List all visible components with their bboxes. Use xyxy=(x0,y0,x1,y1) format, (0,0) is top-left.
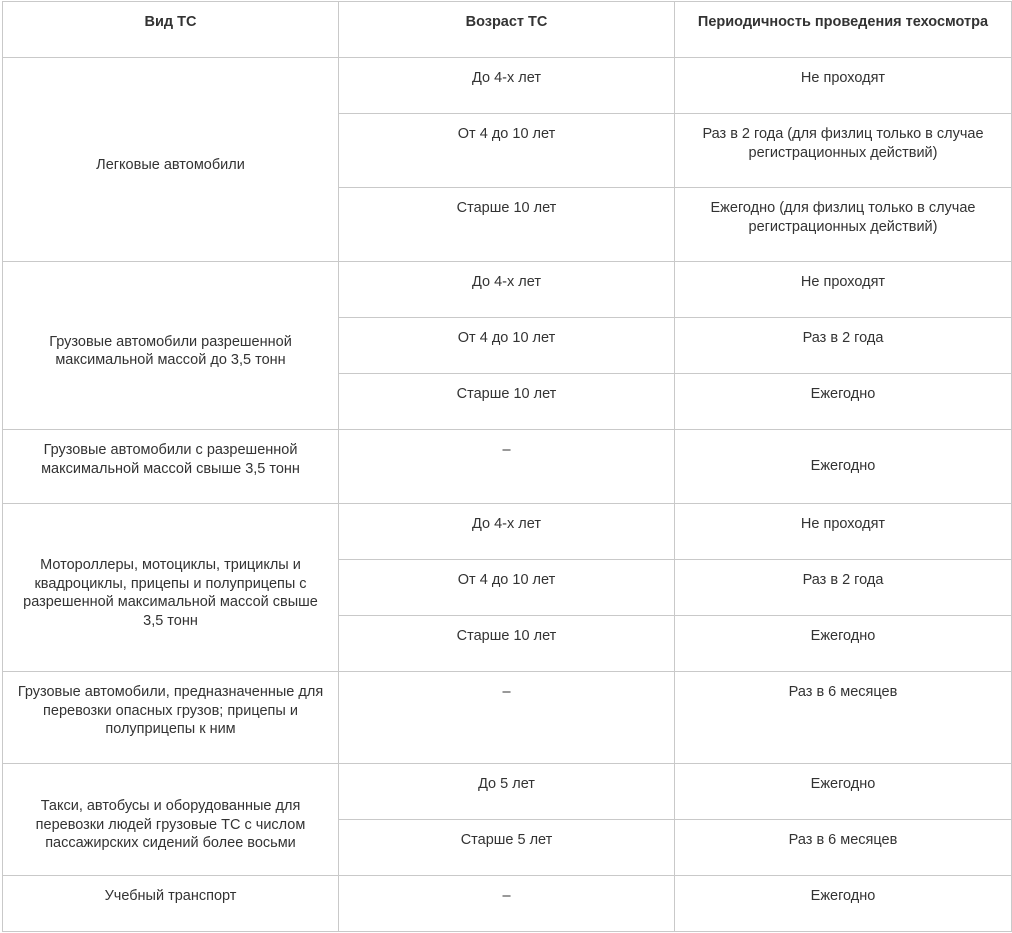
header-vehicle-age: Возраст ТС xyxy=(339,2,675,58)
inspection-period-cell: Ежегодно xyxy=(675,374,1012,430)
inspection-period-cell: Раз в 2 года xyxy=(675,318,1012,374)
vehicle-age-cell: От 4 до 10 лет xyxy=(339,318,675,374)
vehicle-age-cell: От 4 до 10 лет xyxy=(339,114,675,188)
vehicle-age-cell: До 4-х лет xyxy=(339,262,675,318)
vehicle-type-cell: Учебный транспорт xyxy=(3,876,339,932)
header-vehicle-type: Вид ТС xyxy=(3,2,339,58)
vehicle-age-cell: – xyxy=(339,672,675,764)
header-row xyxy=(3,2,1012,58)
vehicle-age-cell: Старше 10 лет xyxy=(339,616,675,672)
header-inspection-period: Периодичность проведения техосмотра xyxy=(675,2,1012,58)
inspection-period-cell: Не проходят xyxy=(675,262,1012,318)
table-row xyxy=(3,504,1012,560)
inspection-period-cell: Ежегодно xyxy=(675,430,1012,504)
vehicle-type-cell: Грузовые автомобили, предназначенные для перевозки опасных грузов; прицепы и полуприцепы к ним xyxy=(3,672,339,764)
vehicle-type-cell: Мотороллеры, мотоциклы, трициклы и квадроциклы, прицепы и полуприцепы с разрешенной максимальной массой свыше 3,5 тонн xyxy=(3,504,339,672)
inspection-period-cell: Раз в 2 года (для физлиц только в случае регистрационных действий) xyxy=(675,114,1012,188)
vehicle-age-cell: До 4-х лет xyxy=(339,58,675,114)
vehicle-age-cell: Старше 5 лет xyxy=(339,820,675,876)
vehicle-type-cell: Такси, автобусы и оборудованные для перевозки людей грузовые ТС с числом пассажирских сидений более восьми xyxy=(3,764,339,876)
inspection-period-cell: Не проходят xyxy=(675,504,1012,560)
inspection-period-cell: Раз в 6 месяцев xyxy=(675,820,1012,876)
inspection-period-cell: Не проходят xyxy=(675,58,1012,114)
vehicle-age-cell: – xyxy=(339,876,675,932)
vehicle-age-cell: Старше 10 лет xyxy=(339,374,675,430)
table-row xyxy=(3,764,1012,820)
inspection-period-cell: Раз в 6 месяцев xyxy=(675,672,1012,764)
inspection-schedule-table xyxy=(2,1,1012,932)
table-row xyxy=(3,262,1012,318)
vehicle-type-cell: Грузовые автомобили с разрешенной максимальной массой свыше 3,5 тонн xyxy=(3,430,339,504)
inspection-period-cell: Раз в 2 года xyxy=(675,560,1012,616)
vehicle-age-cell: До 5 лет xyxy=(339,764,675,820)
vehicle-type-cell: Легковые автомобили xyxy=(3,58,339,262)
vehicle-type-cell: Грузовые автомобили разрешенной максимальной массой до 3,5 тонн xyxy=(3,262,339,430)
table-row xyxy=(3,672,1012,764)
vehicle-age-cell: До 4-х лет xyxy=(339,504,675,560)
inspection-period-cell: Ежегодно xyxy=(675,616,1012,672)
vehicle-age-cell: От 4 до 10 лет xyxy=(339,560,675,616)
inspection-period-cell: Ежегодно (для физлиц только в случае регистрационных действий) xyxy=(675,188,1012,262)
vehicle-age-cell: – xyxy=(339,430,675,504)
table-row xyxy=(3,430,1012,504)
vehicle-age-cell: Старше 10 лет xyxy=(339,188,675,262)
table-row xyxy=(3,876,1012,932)
inspection-period-cell: Ежегодно xyxy=(675,764,1012,820)
inspection-period-cell: Ежегодно xyxy=(675,876,1012,932)
table-row xyxy=(3,58,1012,114)
